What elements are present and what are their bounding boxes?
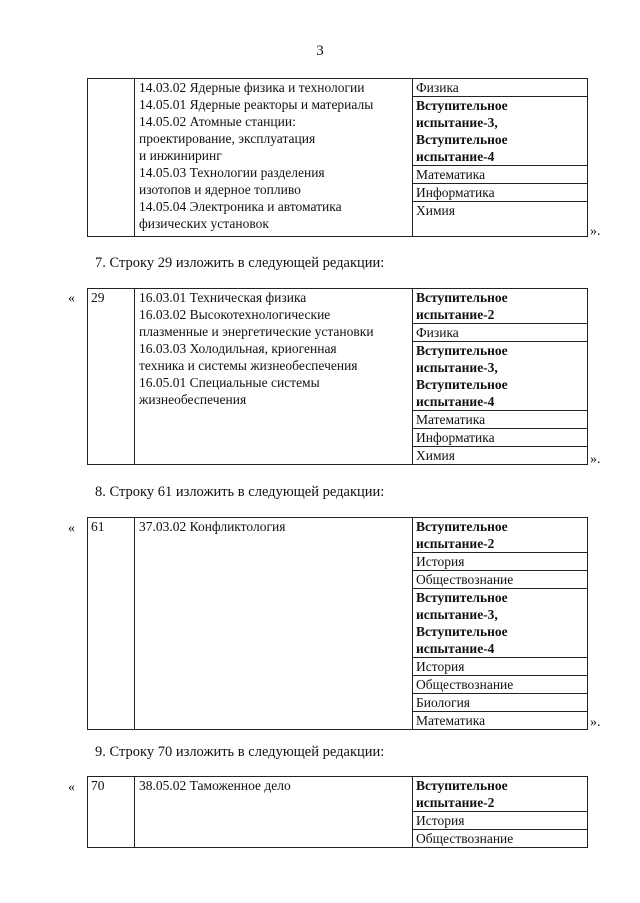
exam-line: испытание-4 — [416, 641, 495, 656]
exam-line: Вступительное — [416, 519, 508, 534]
exam-cell — [413, 289, 588, 324]
table-row-61 — [87, 517, 588, 730]
closing-quote: ». — [590, 715, 601, 730]
program-line: 14.05.04 Электроника и автоматика — [139, 199, 342, 214]
paragraph-7: 7. Строку 29 изложить в следующей редакции: — [95, 255, 385, 271]
exam-cell — [413, 97, 588, 166]
program-line: изотопов и ядерное топливо — [139, 182, 301, 197]
program-line: 16.03.01 Техническая физика — [139, 290, 307, 305]
exam-cell — [413, 777, 588, 812]
exam-cell — [413, 676, 588, 694]
exam-line: Обществознание — [416, 831, 514, 846]
exam-line: испытание-3, — [416, 607, 498, 622]
exam-line: Вступительное — [416, 290, 508, 305]
exam-cell — [413, 553, 588, 571]
program-line: 16.03.02 Высокотехнологические — [139, 307, 331, 322]
exam-line: История — [416, 659, 465, 674]
exam-line: Физика — [416, 325, 459, 340]
exam-cell — [413, 518, 588, 553]
table-row — [88, 777, 588, 812]
exam-line: Вступительное — [416, 590, 508, 605]
program-line: физических установок — [139, 216, 269, 231]
exam-line: История — [416, 554, 465, 569]
exam-line: Физика — [416, 80, 459, 95]
exam-cell — [413, 411, 588, 429]
row-number-cell: 29 — [88, 289, 135, 465]
exam-cell — [413, 184, 588, 202]
program-line: 14.05.01 Ядерные реакторы и материалы — [139, 97, 374, 112]
program-line: проектирование, эксплуатация — [139, 131, 316, 146]
exam-line: испытание-3, — [416, 360, 498, 375]
exam-line: испытание-2 — [416, 307, 495, 322]
exam-line: испытание-4 — [416, 149, 495, 164]
table-continuation — [87, 78, 588, 237]
exam-line: Обществознание — [416, 677, 514, 692]
table-row-70 — [87, 776, 588, 848]
exam-line: Математика — [416, 412, 486, 427]
exam-cell — [413, 658, 588, 676]
exam-line: Математика — [416, 167, 486, 182]
row-number-cell: 70 — [88, 777, 135, 848]
exam-line: Вступительное — [416, 377, 508, 392]
programs-cell — [135, 289, 413, 465]
exam-cell — [413, 166, 588, 184]
exam-line: Вступительное — [416, 343, 508, 358]
programs-cell — [135, 518, 413, 730]
exam-line: Информатика — [416, 430, 495, 445]
table-row — [88, 289, 588, 324]
exam-line: Обществознание — [416, 572, 514, 587]
table-row — [88, 79, 588, 97]
program-line: 14.05.02 Атомные станции: — [139, 114, 296, 129]
exam-line: Биология — [416, 695, 471, 710]
program-line: 16.05.01 Специальные системы — [139, 375, 320, 390]
exam-cell — [413, 429, 588, 447]
exam-line: Информатика — [416, 185, 495, 200]
program-line: плазменные и энергетические установки — [139, 324, 374, 339]
row-number-cell: 61 — [88, 518, 135, 730]
exam-line: Вступительное — [416, 624, 508, 639]
programs-cell — [135, 79, 413, 237]
program-line: техника и системы жизнеобеспечения — [139, 358, 358, 373]
exam-cell — [413, 447, 588, 465]
program-line: 37.03.02 Конфликтология — [139, 519, 286, 534]
program-line: жизнеобеспечения — [139, 392, 247, 407]
exam-cell — [413, 694, 588, 712]
exam-cell — [413, 324, 588, 342]
exam-line: Вступительное — [416, 132, 508, 147]
exam-cell — [413, 589, 588, 658]
exam-line: испытание-3, — [416, 115, 498, 130]
exam-cell — [413, 202, 588, 237]
opening-quote: « — [68, 780, 75, 795]
opening-quote: « — [68, 291, 75, 306]
exam-line: Вступительное — [416, 778, 508, 793]
program-line: и инжиниринг — [139, 148, 222, 163]
exam-cell — [413, 712, 588, 730]
table-row — [88, 518, 588, 553]
exam-line: испытание-2 — [416, 795, 495, 810]
row-number-cell — [88, 79, 135, 237]
exam-line: Вступительное — [416, 98, 508, 113]
paragraph-8: 8. Строку 61 изложить в следующей редакции: — [95, 484, 385, 500]
exam-line: История — [416, 813, 465, 828]
exam-line: Химия — [416, 203, 455, 218]
exam-line: Математика — [416, 713, 486, 728]
opening-quote: « — [68, 521, 75, 536]
exam-line: испытание-2 — [416, 536, 495, 551]
programs-cell — [135, 777, 413, 848]
closing-quote: ». — [590, 224, 601, 239]
program-line: 38.05.02 Таможенное дело — [139, 778, 291, 793]
exam-cell — [413, 571, 588, 589]
exam-cell — [413, 79, 588, 97]
closing-quote: ». — [590, 452, 601, 467]
exam-line: Химия — [416, 448, 455, 463]
paragraph-9: 9. Строку 70 изложить в следующей редакции: — [95, 744, 385, 760]
exam-line: испытание-4 — [416, 394, 495, 409]
exam-cell — [413, 812, 588, 830]
exam-cell — [413, 830, 588, 848]
table-row-29 — [87, 288, 588, 465]
page-number: 3 — [316, 43, 324, 59]
program-line: 14.05.03 Технологии разделения — [139, 165, 325, 180]
program-line: 14.03.02 Ядерные физика и технологии — [139, 80, 365, 95]
program-line: 16.03.03 Холодильная, криогенная — [139, 341, 337, 356]
exam-cell — [413, 342, 588, 411]
